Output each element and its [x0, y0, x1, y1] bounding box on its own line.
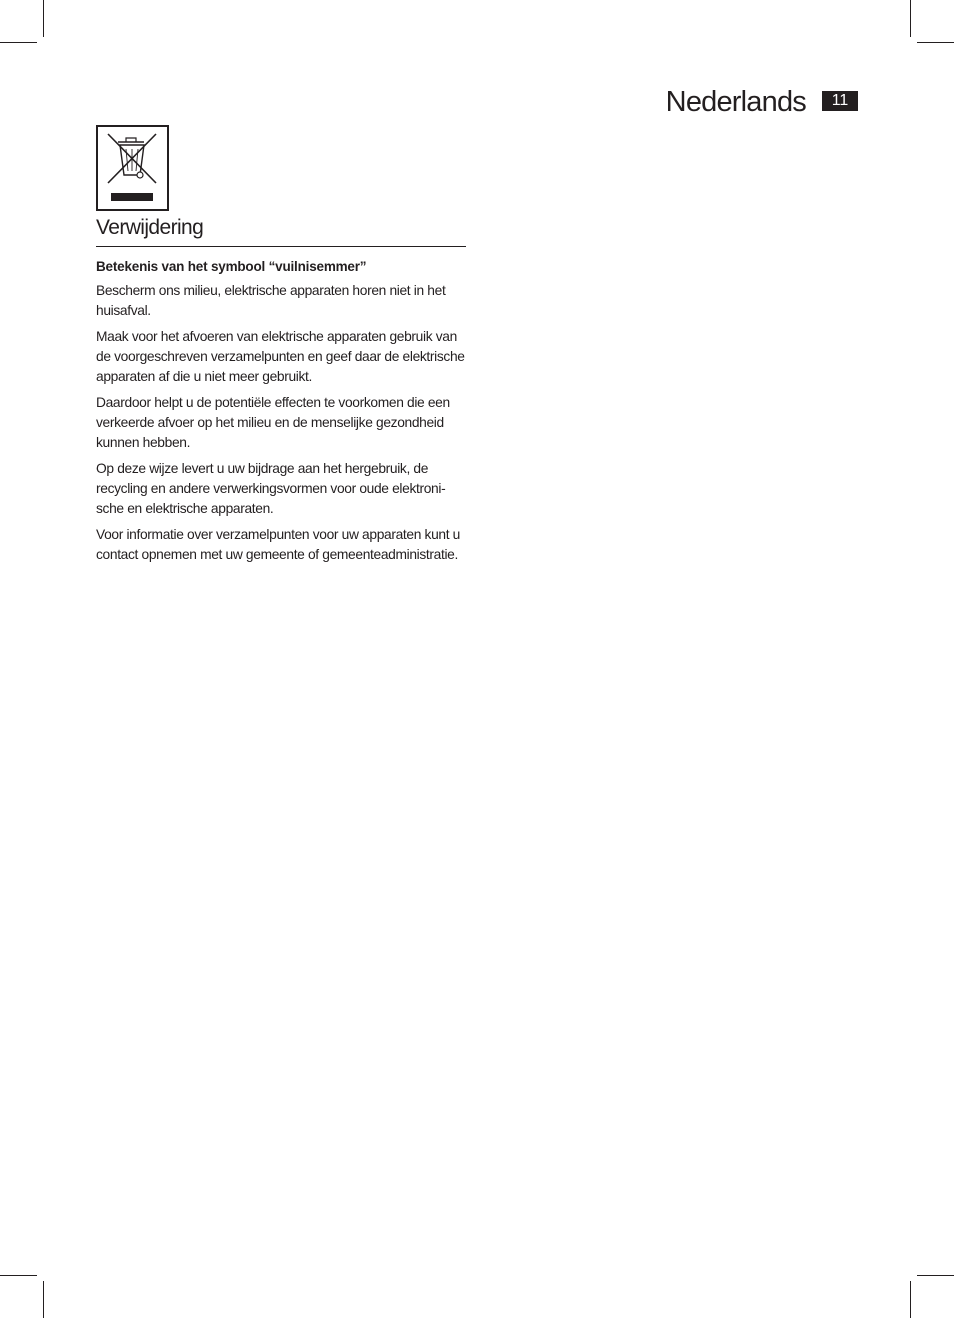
paragraph: Op deze wijze levert u uw bijdrage aan het hergebruik, de recycling en andere verwerkingsvormen voor oude elektronische en elektrische apparaten.: [96, 461, 446, 516]
crop-mark-bottom-left-horizontal: [0, 1275, 37, 1276]
page-number: 11: [822, 91, 858, 111]
crop-mark-bottom-right-horizontal: [917, 1275, 954, 1276]
disposal-section: [96, 214, 466, 571]
paragraph: Maak voor het afvoeren van elektrische apparaten gebruik van de voorgeschreven verzamelpunten en geef daar de elektrische apparaten af die u niet meer gebruikt.: [96, 329, 465, 384]
crossed-out-wheelie-bin-icon: [96, 125, 169, 211]
crop-mark-top-left-vertical: [43, 0, 44, 37]
symbol-meaning-subheading: Betekenis van het symbool “vuilnisemmer”: [96, 259, 367, 274]
page-header: [666, 84, 858, 120]
crop-mark-bottom-left-vertical: [43, 1281, 44, 1318]
language-title: Nederlands: [665, 86, 806, 118]
crop-mark-top-right-vertical: [910, 0, 911, 37]
section-title: Verwijdering: [96, 214, 466, 247]
crop-mark-top-right-horizontal: [917, 42, 954, 43]
paragraph: Bescherm ons milieu, elektrische apparaten horen niet in het huisafval.: [96, 283, 446, 318]
paragraph: Daardoor helpt u de potentiële effecten te voorkomen die een verkeerde afvoer op het milieu en de menselijke gezondheid kunnen hebben.: [96, 395, 450, 450]
paragraph: Voor informatie over verzamelpunten voor uw apparaten kunt u contact opnemen met uw gemeente of gemeenteadministratie.: [96, 527, 460, 562]
crop-mark-bottom-right-vertical: [910, 1281, 911, 1318]
crop-mark-top-left-horizontal: [0, 42, 37, 43]
